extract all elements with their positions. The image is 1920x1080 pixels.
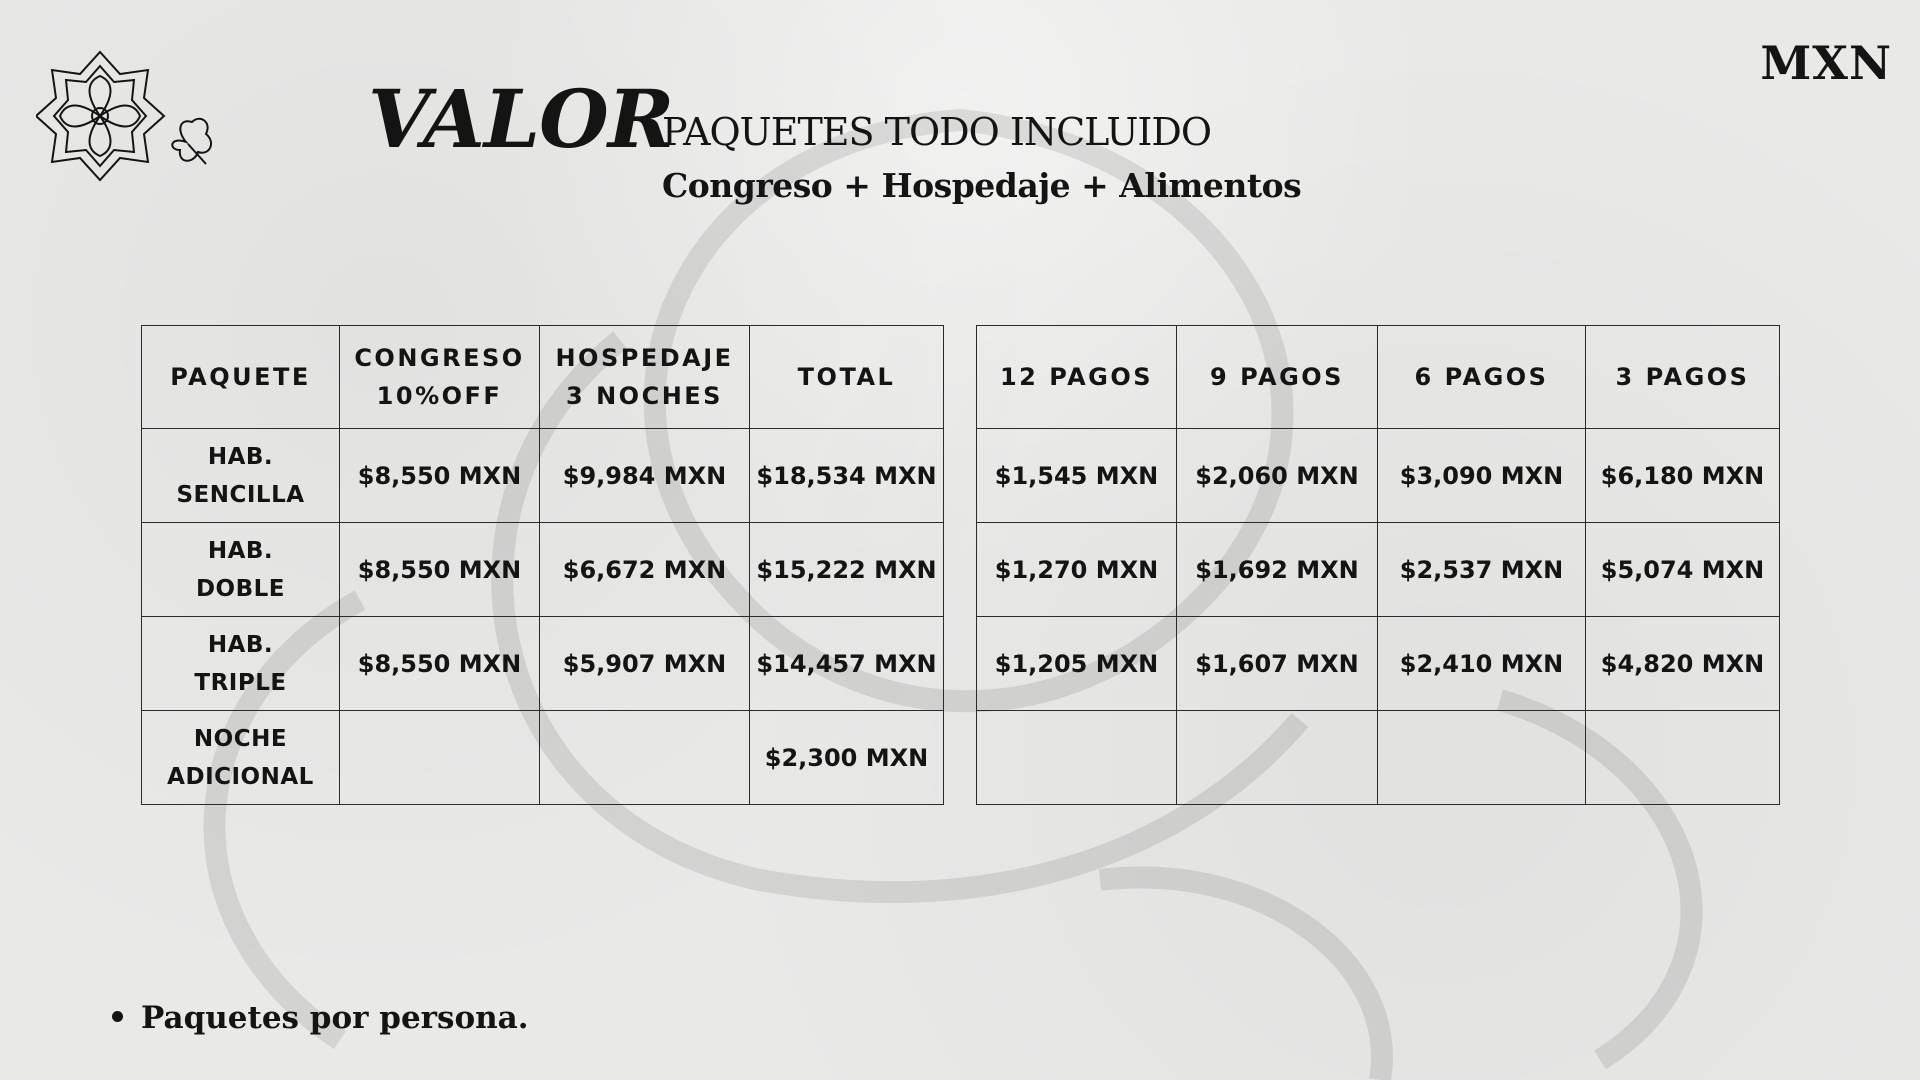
row-label: HAB. SENCILLA — [142, 429, 340, 523]
note-item — [112, 1000, 529, 1036]
header-3-pagos: 3 PAGOS — [1586, 326, 1780, 429]
page-title: VALOR — [368, 72, 674, 166]
cell-3-pagos — [1586, 711, 1780, 805]
cell-6-pagos — [1378, 711, 1586, 805]
page-subtitle: PAQUETES TODO INCLUIDO — [662, 110, 1211, 154]
cell-congreso: $8,550 MXN — [340, 617, 540, 711]
cell-6-pagos: $3,090 MXN — [1378, 429, 1586, 523]
cell-hospedaje: $6,672 MXN — [540, 523, 750, 617]
cell-9-pagos: $1,692 MXN — [1177, 523, 1378, 617]
bullet-icon — [112, 1011, 123, 1022]
table-row — [142, 617, 944, 711]
table-header-row — [142, 326, 944, 429]
cell-3-pagos: $5,074 MXN — [1586, 523, 1780, 617]
cell-total: $14,457 MXN — [750, 617, 944, 711]
cell-congreso: $8,550 MXN — [340, 429, 540, 523]
cell-6-pagos: $2,410 MXN — [1378, 617, 1586, 711]
table-row — [977, 617, 1780, 711]
cell-congreso — [340, 711, 540, 805]
header-congreso: CONGRESO 10%OFF — [340, 326, 540, 429]
table-row — [977, 429, 1780, 523]
cell-3-pagos: $6,180 MXN — [1586, 429, 1780, 523]
cell-congreso: $8,550 MXN — [340, 523, 540, 617]
currency-label: MXN — [1760, 36, 1892, 90]
header-9-pagos: 9 PAGOS — [1177, 326, 1378, 429]
cell-12-pagos: $1,205 MXN — [977, 617, 1177, 711]
cell-hospedaje: $5,907 MXN — [540, 617, 750, 711]
flower-logo-icon — [36, 46, 216, 186]
row-label: NOCHE ADICIONAL — [142, 711, 340, 805]
cell-6-pagos: $2,537 MXN — [1378, 523, 1586, 617]
header-paquete: PAQUETE — [142, 326, 340, 429]
installments-table — [976, 325, 1780, 805]
cell-12-pagos: $1,270 MXN — [977, 523, 1177, 617]
cell-total: $18,534 MXN — [750, 429, 944, 523]
package-price-table — [141, 325, 944, 805]
table-header-row — [977, 326, 1780, 429]
table-row — [142, 429, 944, 523]
header-12-pagos: 12 PAGOS — [977, 326, 1177, 429]
cell-12-pagos — [977, 711, 1177, 805]
page-subtitle-2: Congreso + Hospedaje + Alimentos — [662, 166, 1302, 205]
table-row — [977, 711, 1780, 805]
cell-9-pagos — [1177, 711, 1378, 805]
cell-3-pagos: $4,820 MXN — [1586, 617, 1780, 711]
row-label: HAB. DOBLE — [142, 523, 340, 617]
table-row — [142, 711, 944, 805]
header-total: TOTAL — [750, 326, 944, 429]
header-hospedaje: HOSPEDAJE 3 NOCHES — [540, 326, 750, 429]
cell-12-pagos: $1,545 MXN — [977, 429, 1177, 523]
cell-hospedaje: $9,984 MXN — [540, 429, 750, 523]
table-row — [142, 523, 944, 617]
cell-total: $15,222 MXN — [750, 523, 944, 617]
cell-hospedaje — [540, 711, 750, 805]
cell-9-pagos: $2,060 MXN — [1177, 429, 1378, 523]
cell-9-pagos: $1,607 MXN — [1177, 617, 1378, 711]
note-text: Paquetes por persona. — [141, 1000, 529, 1036]
table-row — [977, 523, 1780, 617]
row-label: HAB. TRIPLE — [142, 617, 340, 711]
cell-total: $2,300 MXN — [750, 711, 944, 805]
header-6-pagos: 6 PAGOS — [1378, 326, 1586, 429]
